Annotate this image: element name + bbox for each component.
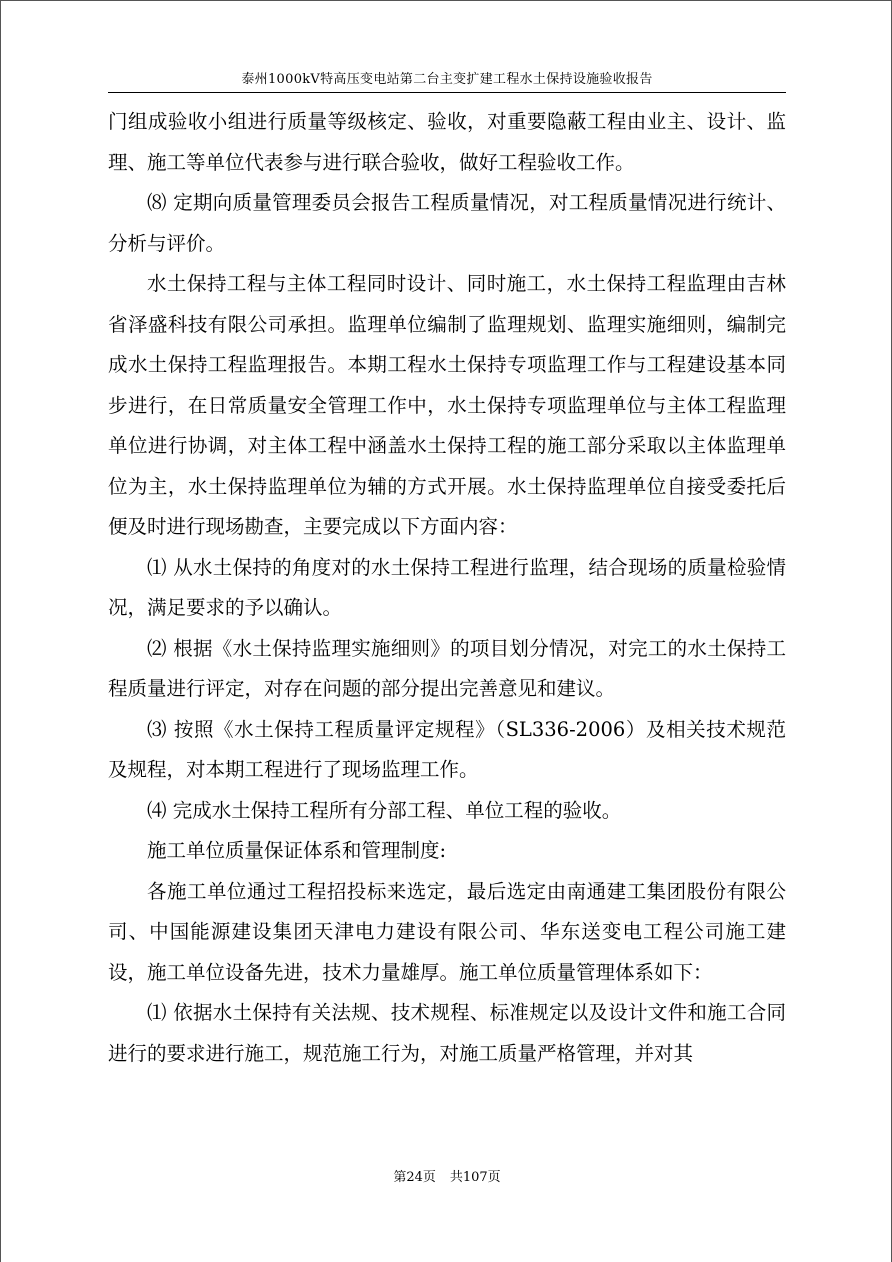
paragraph-continuation: 门组成验收小组进行质量等级核定、验收，对重要隐蔽工程由业主、设计、监理、施工等单位代表参与进行联合验收，做好工程验收工作。 bbox=[108, 110, 786, 174]
document-body bbox=[108, 102, 786, 1074]
page-border-top bbox=[0, 0, 892, 1]
paragraph-item-1: ⑴ 从水土保持的角度对的水土保持工程进行监理，结合现场的质量检验情况，满足要求的予以确认。 bbox=[108, 555, 786, 619]
paragraph-item-4: ⑷ 完成水土保持工程所有分部工程、单位工程的验收。 bbox=[147, 798, 622, 822]
paragraph-item-8: ⑻ 定期向质量管理委员会报告工程质量情况，对工程质量情况进行统计、分析与评价。 bbox=[108, 191, 786, 255]
page-footer bbox=[108, 1168, 786, 1188]
paragraph-item-2: ⑵ 根据《水土保持监理实施细则》的项目划分情况，对完工的水土保持工程质量进行评定，对存在问题的部分提出完善意见和建议。 bbox=[108, 636, 786, 700]
running-header: 泰州1000kV特高压变电站第二台主变扩建工程水土保持设施验收报告 bbox=[241, 72, 653, 87]
header-rule bbox=[108, 92, 786, 93]
paragraph-supervision-overview: 水土保持工程与主体工程同时设计、同时施工，水土保持工程监理由吉林省泽盛科技有限公司承担。监理单位编制了监理规划、监理实施细则，编制完成水土保持工程监理报告。本期工程水土保持专项监理工作与工程建设基本同步进行，在日常质量安全管理工作中，水土保持专项监理单位与主体工程监理单位进行协调，对主体工程中涵盖水土保持工程的施工部分采取以主体监理单位为主，水土保持监理单位为辅的方式开展。水土保持监理单位自接受委托后便及时进行现场勘查，主要完成以下方面内容： bbox=[108, 272, 786, 538]
page-total: 共107页 bbox=[449, 1170, 501, 1185]
section-heading-construction-qa: 施工单位质量保证体系和管理制度: bbox=[147, 839, 447, 862]
page-number: 第24页 bbox=[393, 1170, 436, 1185]
paragraph-item-3: ⑶ 按照《水土保持工程质量评定规程》（SL336-2006）及相关技术规范及规程，对本期工程进行了现场监理工作。 bbox=[108, 717, 786, 781]
paragraph-contractor-selection: 各施工单位通过工程招投标来选定，最后选定由南通建工集团股份有限公司、中国能源建设集团天津电力建设有限公司、华东送变电工程公司施工建设，施工单位设备先进，技术力量雄厚。施工单位质量管理体系如下： bbox=[108, 879, 786, 984]
paragraph-contractor-item-1: ⑴ 依据水土保持有关法规、技术规程、标准规定以及设计文件和施工合同进行的要求进行施工，规范施工行为，对施工质量严格管理，并对其 bbox=[108, 1001, 786, 1065]
page-border-left bbox=[0, 0, 1, 1262]
